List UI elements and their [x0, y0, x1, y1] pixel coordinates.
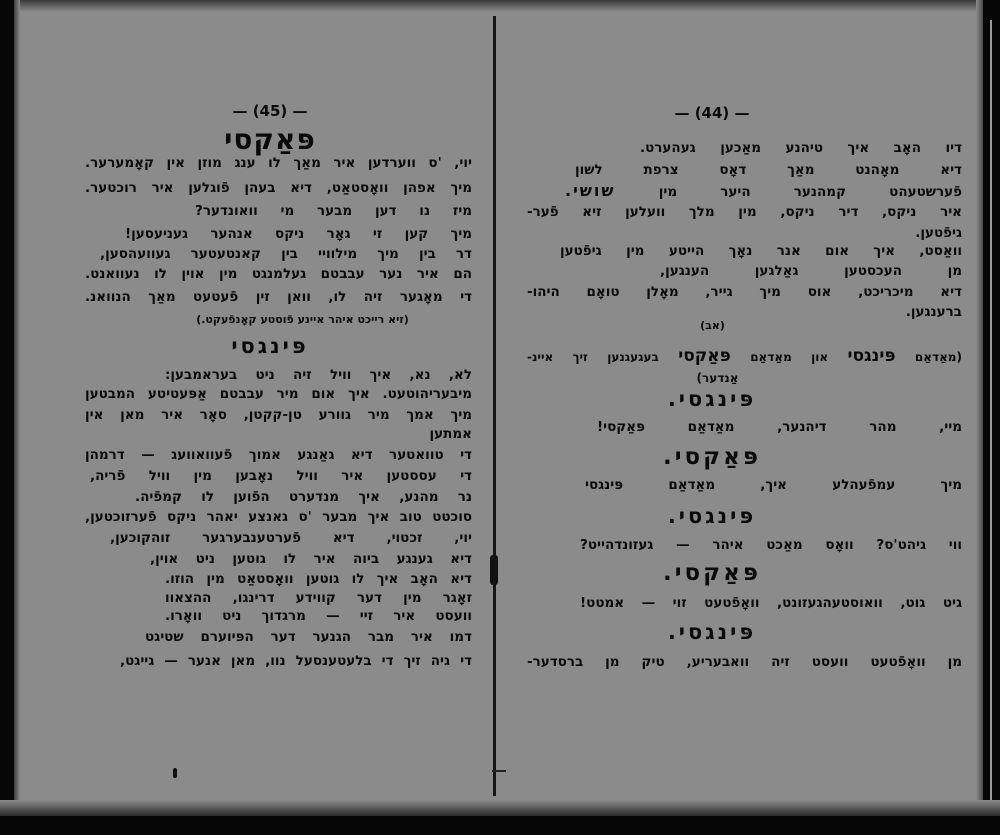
text-line: מיך קען זי גאָר ניקס אנהער געניעסען!	[125, 226, 472, 242]
text-line: הם איר נער עבבטם געלמנגט מין אוין לו נעוואנט.	[85, 266, 472, 282]
stage-direction	[527, 343, 962, 369]
dialogue-line: גיט גוט, וואוסטעהגעזונט, וואָפֿטעט זוי — אמטט!	[580, 595, 962, 611]
exit-direction: (אב)	[700, 319, 725, 332]
text-line: לא, נא, איך וויל זיה ניט בעראמבען:	[165, 367, 472, 383]
character-name: פּאַקסי	[678, 346, 731, 366]
text-line: איר ניקס, דיר ניקס, מין מלך וועלען זיא פֿער-	[527, 204, 962, 220]
text-line: נר מהנע, איך מנדערט הפֿוען לו קמפֿיה.	[135, 489, 472, 505]
text-line: אמתען	[429, 426, 472, 442]
text-segment: פֿערשטעהט קמהנער היער מין	[658, 184, 962, 200]
speaker-heading: פּאַקסי.	[663, 560, 761, 586]
speaker-heading: פּינגסי.	[667, 620, 757, 644]
text-line: דיא גענגע ביוה איר לו גוטען ניט אוין,	[150, 551, 472, 567]
text-line: די טוואטער דיא גאַנגע אמוך פֿעוואוועג — דרמהן	[85, 447, 472, 463]
stage-direction-continuation: אַנדער)	[696, 371, 739, 385]
text-line: מיבעריהוטעט. איך אום מיר עבבטם אַפּעטיטע המבטען	[85, 386, 472, 402]
text-line: די גיה זיך די בלעטענסעל נוו, מאן אנער — גייגט,	[120, 653, 472, 669]
text-line: גיפֿטען.	[915, 225, 962, 241]
stage-direction: (זיא רייכט איהר איינע פֿוסטע קאָנפֿעקט.)	[196, 313, 409, 326]
speaker-heading: פּאַקסי.	[663, 444, 761, 470]
text-line: וואַסט, איך אום אנר נאָך הייטע מין גיפֿטען	[560, 243, 962, 259]
text-line: ברענגען.	[905, 304, 962, 320]
page-number: — (44) —	[674, 104, 750, 122]
text-line: דר בין מיך מילוויי בין קאנטעטער געוועהסען,	[100, 246, 472, 262]
text-line: סוכטט טוב איך מבער 'ס גאנצע יאהר ניקס פֿערזוכטען,	[85, 509, 472, 525]
text-line: יוי, זכטוי, דיא פֿערטענבערגער זוהקוכען,	[110, 530, 472, 546]
character-name: פּינגסי	[847, 346, 896, 366]
stage-direction-segment: (מאַדאַם	[914, 350, 962, 364]
dialogue-line: מן וואָפֿטעט וועסט זיה וואבעריע, טיק מן ברסדער-	[527, 654, 962, 670]
emphasized-word: שושי.	[565, 181, 616, 200]
text-line: דיא מאָהנט מאַך דאָס צרפת לשון	[575, 162, 962, 178]
text-line-emphasis	[565, 180, 962, 202]
speaker-heading: פּינגסי.	[667, 387, 757, 411]
stage-direction-segment: בעגעגנען זיך איינ-	[527, 350, 659, 364]
text-line: וועסט איר זיי — מרגדוך ניט וואָרו.	[165, 608, 472, 624]
text-line: מיך אפהן וואָסטאַט, דיא בעהן פֿוגלען איר רוכטער.	[85, 180, 472, 196]
text-line: דיו האָב איך טיהנע מאַכען געהערט.	[640, 140, 962, 156]
text-line: דמו איר מבר הגנער דער הפּיוערם שטיגט	[145, 629, 472, 645]
text-line: מיז נו דען מבער מי וואונדער?	[195, 203, 472, 219]
text-line: די מאָגער זיה לו, וואן זין פֿעטעט מאַך הנוואנ.	[85, 289, 472, 305]
text-line: מיך אמך מיר גוורע טן-קקטן, סאָר איר מאן אין	[85, 407, 472, 423]
dialogue-line: מיי, מהר דיהנער, מאַדאַם פּאַקסי!	[597, 419, 962, 435]
speaker-heading: פּינגסי	[231, 334, 309, 358]
text-line: יוי, 'ס ווערדען איר מאַך לו ענג מוזן אין קאָמערער.	[85, 155, 472, 171]
dialogue-line: מיך עמפֿעהלע איך, מאַדאַם פּינגסי	[585, 477, 962, 493]
dialogue-line: ווי גיהט'ס? וואָס מאַכט איהר — געזונדהייט?	[580, 537, 962, 553]
text-line: דיא מיכריכט, אוס מיך גייר, מאָלן טואָם היהו-	[527, 284, 962, 300]
stage-direction-segment: און מאַדאַם	[750, 350, 829, 364]
text-line: דיא האָב איך לו גוטען וואָסטאַט מין הוזו.	[165, 571, 472, 587]
text-line: די עססטען איר וויל נאָבען מין וויל פֿריה,	[90, 468, 472, 484]
speaker-heading: פּינגסי.	[667, 504, 757, 528]
page-number: — (45) —	[232, 102, 308, 120]
text-line: מן העכסטען גאַלגען הענגען,	[660, 263, 962, 279]
speaker-heading: פּאַקסי	[224, 123, 316, 156]
text-line: זאָגר מין דער קווידע דרינגו, ההצאוו	[165, 590, 472, 606]
